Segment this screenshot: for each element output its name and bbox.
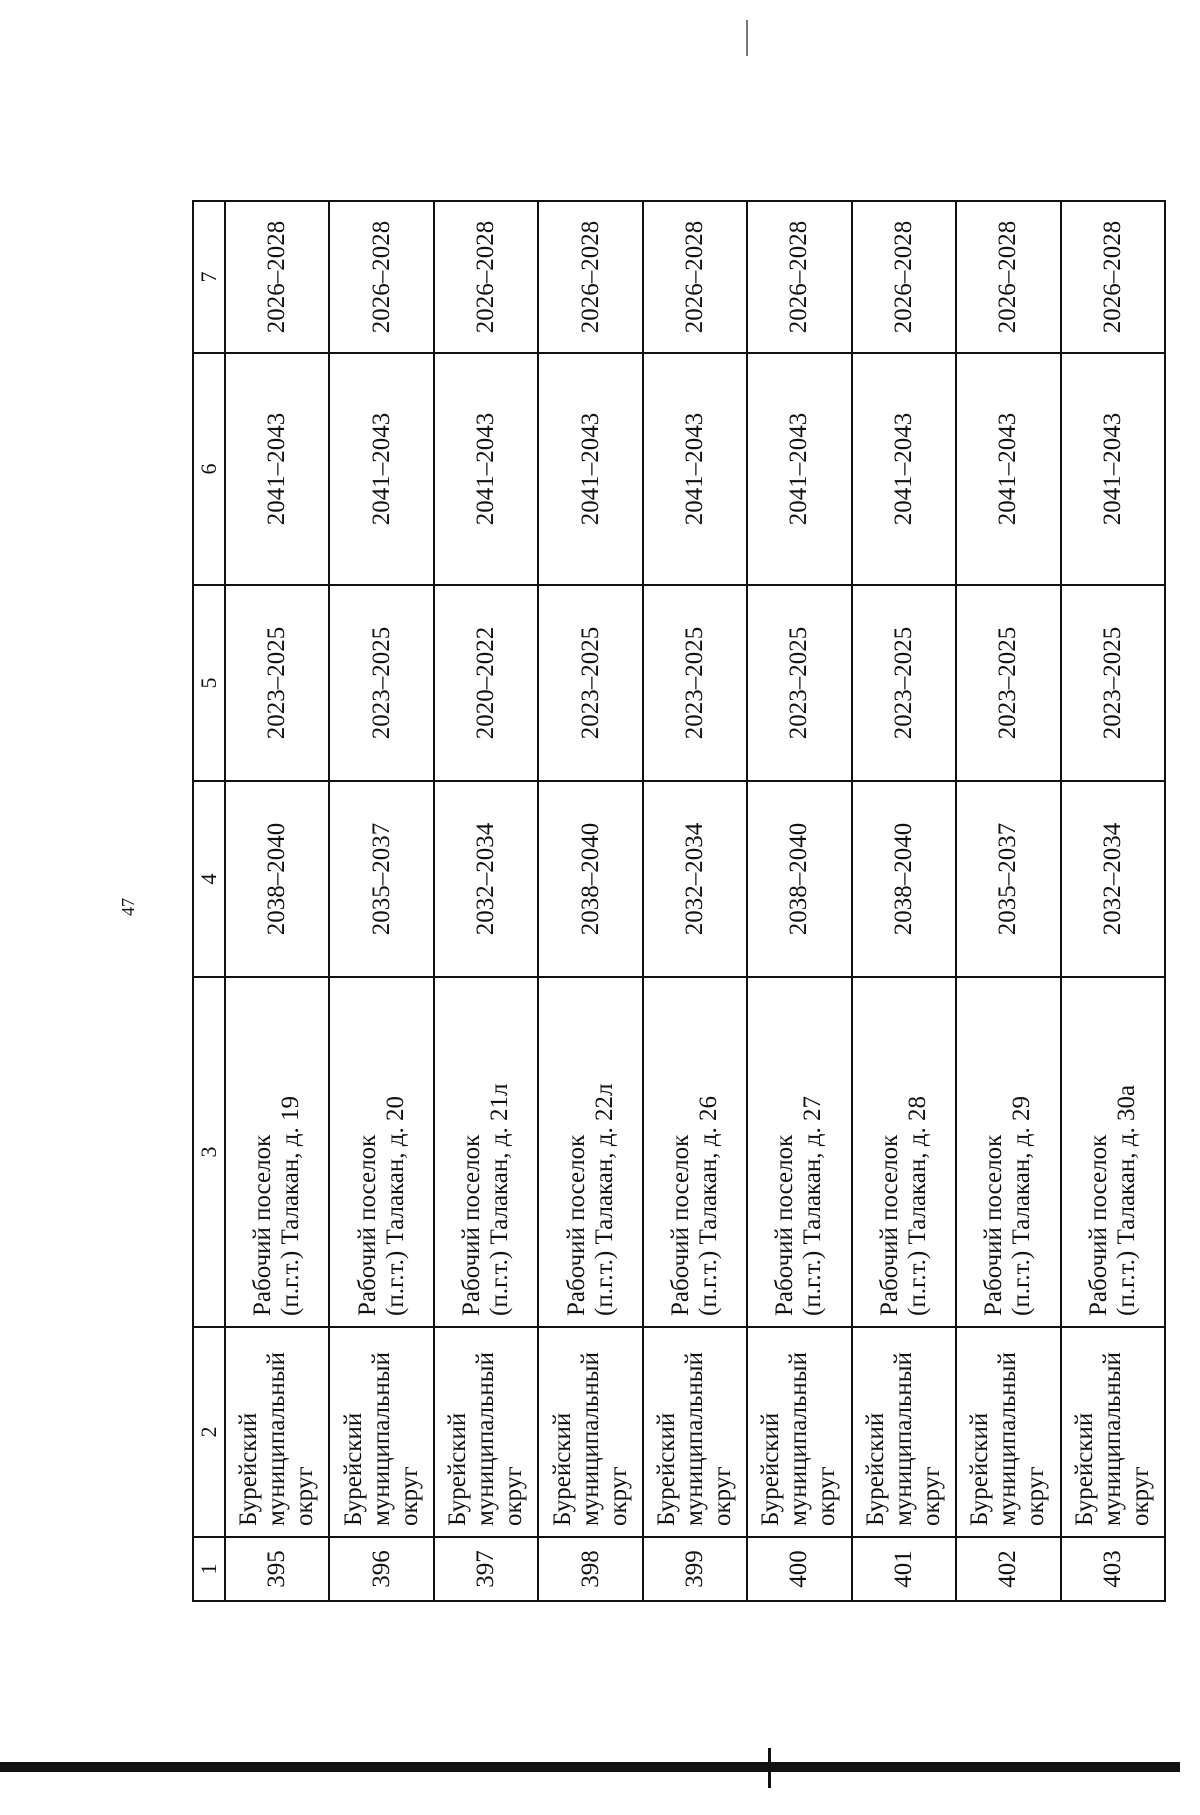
period-col-7: 2026–2028 bbox=[747, 201, 851, 353]
address-line: Рабочий поселок bbox=[875, 1134, 903, 1316]
district-line: Бурейский bbox=[444, 1412, 472, 1526]
period-col-5: 2023–2025 bbox=[1061, 585, 1166, 781]
district-line: Бурейский bbox=[235, 1412, 263, 1526]
rotated-page bbox=[192, 202, 1166, 1602]
table-header-row bbox=[193, 201, 225, 1601]
address-cell bbox=[329, 977, 433, 1327]
row-number: 396 bbox=[329, 1537, 433, 1601]
district-line: муниципальный bbox=[785, 1352, 813, 1526]
period-col-5: 2023–2025 bbox=[852, 585, 956, 781]
district-line: муниципальный bbox=[472, 1352, 500, 1526]
period-col-7: 2026–2028 bbox=[1061, 201, 1166, 353]
bottom-scan-tick bbox=[768, 1748, 771, 1788]
district-line: округ bbox=[500, 1466, 528, 1526]
district-line: Бурейский bbox=[757, 1412, 785, 1526]
registry-table bbox=[192, 200, 1166, 1602]
column-header-7: 7 bbox=[193, 201, 225, 353]
address-line: (п.г.т.) Талакан, д. 19 bbox=[277, 1095, 305, 1316]
period-col-6: 2041–2043 bbox=[225, 353, 329, 585]
table-row bbox=[434, 201, 538, 1601]
district-cell bbox=[538, 1327, 642, 1537]
period-col-7: 2026–2028 bbox=[225, 201, 329, 353]
address-line: (п.г.т.) Талакан, д. 27 bbox=[799, 1095, 827, 1316]
period-col-6: 2041–2043 bbox=[956, 353, 1060, 585]
address-cell bbox=[538, 977, 642, 1327]
period-col-4: 2038–2040 bbox=[538, 781, 642, 977]
district-line: округ bbox=[708, 1466, 736, 1526]
district-line: Бурейский bbox=[548, 1412, 576, 1526]
address-cell bbox=[747, 977, 851, 1327]
address-line: Рабочий поселок bbox=[353, 1134, 381, 1316]
column-header-1: 1 bbox=[193, 1537, 225, 1601]
address-line: Рабочий поселок bbox=[980, 1134, 1008, 1316]
row-number: 400 bbox=[747, 1537, 851, 1601]
row-number: 402 bbox=[956, 1537, 1060, 1601]
table-row bbox=[329, 201, 433, 1601]
district-line: муниципальный bbox=[576, 1352, 604, 1526]
district-line: округ bbox=[395, 1466, 423, 1526]
period-col-6: 2041–2043 bbox=[538, 353, 642, 585]
district-line: муниципальный bbox=[263, 1352, 291, 1526]
address-line: Рабочий поселок bbox=[249, 1134, 277, 1316]
address-line: (п.г.т.) Талакан, д. 28 bbox=[903, 1095, 931, 1316]
table-row bbox=[852, 201, 956, 1601]
district-line: округ bbox=[1022, 1466, 1050, 1526]
period-col-6: 2041–2043 bbox=[852, 353, 956, 585]
address-line: (п.г.т.) Талакан, д. 30а bbox=[1112, 1084, 1140, 1316]
period-col-6: 2041–2043 bbox=[1061, 353, 1166, 585]
table-row bbox=[1061, 201, 1166, 1601]
district-line: муниципальный bbox=[1098, 1352, 1126, 1526]
district-cell bbox=[956, 1327, 1060, 1537]
period-col-4: 2038–2040 bbox=[852, 781, 956, 977]
row-number: 403 bbox=[1061, 1537, 1166, 1601]
district-cell bbox=[852, 1327, 956, 1537]
page-number: 47 bbox=[118, 898, 138, 916]
address-line: (п.г.т.) Талакан, д. 22л bbox=[590, 1083, 618, 1316]
period-col-5: 2023–2025 bbox=[225, 585, 329, 781]
period-col-7: 2026–2028 bbox=[956, 201, 1060, 353]
district-line: округ bbox=[813, 1466, 841, 1526]
address-line: (п.г.т.) Талакан, д. 29 bbox=[1008, 1095, 1036, 1316]
district-line: Бурейский bbox=[1070, 1412, 1098, 1526]
district-line: округ bbox=[604, 1466, 632, 1526]
district-line: округ bbox=[917, 1466, 945, 1526]
address-cell bbox=[643, 977, 747, 1327]
address-line: Рабочий поселок bbox=[1084, 1134, 1112, 1316]
district-cell bbox=[225, 1327, 329, 1537]
address-line: (п.г.т.) Талакан, д. 26 bbox=[694, 1095, 722, 1316]
district-cell bbox=[747, 1327, 851, 1537]
period-col-7: 2026–2028 bbox=[434, 201, 538, 353]
period-col-4: 2035–2037 bbox=[956, 781, 1060, 977]
period-col-4: 2032–2034 bbox=[643, 781, 747, 977]
period-col-4: 2032–2034 bbox=[1061, 781, 1166, 977]
period-col-5: 2023–2025 bbox=[643, 585, 747, 781]
district-cell bbox=[643, 1327, 747, 1537]
period-col-4: 2038–2040 bbox=[747, 781, 851, 977]
period-col-6: 2041–2043 bbox=[747, 353, 851, 585]
period-col-4: 2038–2040 bbox=[225, 781, 329, 977]
period-col-7: 2026–2028 bbox=[852, 201, 956, 353]
period-col-6: 2041–2043 bbox=[329, 353, 433, 585]
bottom-scan-rule bbox=[0, 1762, 1180, 1772]
row-number: 399 bbox=[643, 1537, 747, 1601]
period-col-5: 2023–2025 bbox=[956, 585, 1060, 781]
district-line: Бурейский bbox=[652, 1412, 680, 1526]
period-col-6: 2041–2043 bbox=[434, 353, 538, 585]
period-col-7: 2026–2028 bbox=[538, 201, 642, 353]
column-header-4: 4 bbox=[193, 781, 225, 977]
address-cell bbox=[956, 977, 1060, 1327]
table-row bbox=[956, 201, 1060, 1601]
row-number: 398 bbox=[538, 1537, 642, 1601]
period-col-5: 2023–2025 bbox=[329, 585, 433, 781]
district-cell bbox=[1061, 1327, 1166, 1537]
district-line: Бурейский bbox=[861, 1412, 889, 1526]
district-cell bbox=[329, 1327, 433, 1537]
district-line: Бурейский bbox=[339, 1412, 367, 1526]
district-line: муниципальный bbox=[994, 1352, 1022, 1526]
table-row bbox=[747, 201, 851, 1601]
district-line: муниципальный bbox=[680, 1352, 708, 1526]
period-col-6: 2041–2043 bbox=[643, 353, 747, 585]
address-line: (п.г.т.) Талакан, д. 21л bbox=[486, 1083, 514, 1316]
address-cell bbox=[1061, 977, 1166, 1327]
address-line: Рабочий поселок bbox=[458, 1134, 486, 1316]
district-line: округ bbox=[291, 1466, 319, 1526]
row-number: 401 bbox=[852, 1537, 956, 1601]
period-col-5: 2023–2025 bbox=[538, 585, 642, 781]
table-row bbox=[225, 201, 329, 1601]
district-line: муниципальный bbox=[889, 1352, 917, 1526]
address-line: Рабочий поселок bbox=[666, 1134, 694, 1316]
column-header-3: 3 bbox=[193, 977, 225, 1327]
address-cell bbox=[852, 977, 956, 1327]
column-header-2: 2 bbox=[193, 1327, 225, 1537]
row-number: 397 bbox=[434, 1537, 538, 1601]
column-header-6: 6 bbox=[193, 353, 225, 585]
address-line: Рабочий поселок bbox=[771, 1134, 799, 1316]
period-col-4: 2035–2037 bbox=[329, 781, 433, 977]
address-cell bbox=[434, 977, 538, 1327]
period-col-4: 2032–2034 bbox=[434, 781, 538, 977]
column-header-5: 5 bbox=[193, 585, 225, 781]
table-row bbox=[643, 201, 747, 1601]
period-col-7: 2026–2028 bbox=[643, 201, 747, 353]
period-col-5: 2023–2025 bbox=[747, 585, 851, 781]
period-col-7: 2026–2028 bbox=[329, 201, 433, 353]
scan-mark-top bbox=[746, 20, 748, 56]
address-line: Рабочий поселок bbox=[562, 1134, 590, 1316]
address-cell bbox=[225, 977, 329, 1327]
district-line: муниципальный bbox=[367, 1352, 395, 1526]
district-line: Бурейский bbox=[966, 1412, 994, 1526]
district-cell bbox=[434, 1327, 538, 1537]
table-row bbox=[538, 201, 642, 1601]
row-number: 395 bbox=[225, 1537, 329, 1601]
district-line: округ bbox=[1126, 1466, 1154, 1526]
period-col-5: 2020–2022 bbox=[434, 585, 538, 781]
address-line: (п.г.т.) Талакан, д. 20 bbox=[381, 1095, 409, 1316]
